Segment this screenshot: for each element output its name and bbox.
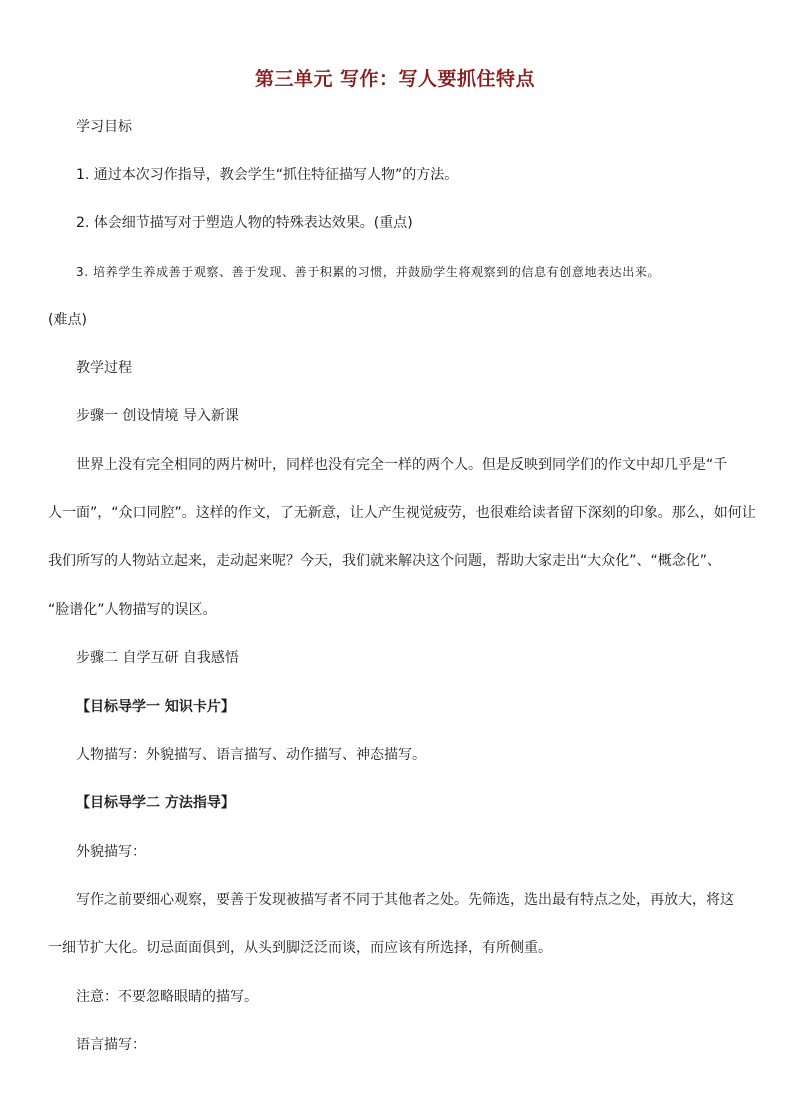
step1-paragraph-line-4: “脸谱化”人物描写的误区。 (48, 602, 217, 618)
appearance-paragraph-line-2: 一细节扩大化。切忌面面俱到，从头到脚泛泛而谈，而应该有所选择，有所侧重。 (48, 940, 552, 956)
objective-item-1: 1. 通过本次习作指导，教会学生“抓住特征描写人物”的方法。 (76, 167, 459, 183)
step1-paragraph-line-3: 我们所写的人物站立起来，走动起来呢？今天，我们就来解决这个问题，帮助大家走出“大众化”、“概念化”、 (48, 553, 722, 569)
appearance-paragraph-line-1: 写作之前要细心观察，要善于发现被描写者不同于其他者之处。先筛选，选出最有特点之处，再放大，将这 (76, 892, 734, 908)
appearance-heading: 外貌描写： (76, 844, 146, 860)
note-text: 注意：不要忽略眼睛的描写。 (76, 989, 258, 1005)
step1-paragraph-line-1: 世界上没有完全相同的两片树叶，同样也没有完全一样的两个人。但是反映到同学们的作文中却几乎是“千 (76, 457, 728, 473)
guide1-heading: 【目标导学一 知识卡片】 (76, 699, 235, 715)
objective-item-3-tail: (难点) (48, 312, 87, 328)
step2-heading: 步骤二 自学互研 自我感悟 (76, 650, 239, 666)
objectives-heading: 学习目标 (76, 119, 132, 135)
objective-item-3: 3. 培养学生养成善于观察、善于发现、善于积累的习惯，并鼓励学生将观察到的信息有创意地表达出来。 (76, 265, 661, 279)
process-heading: 教学过程 (76, 360, 132, 376)
step1-paragraph-line-2: 人一面”，“众口同腔”。这样的作文，了无新意，让人产生视觉疲劳，也很难给读者留下深刻的印象。那么，如何让 (48, 505, 756, 521)
step1-heading: 步骤一 创设情境 导入新课 (76, 408, 239, 424)
guide2-heading: 【目标导学二 方法指导】 (76, 795, 235, 811)
language-heading: 语言描写： (76, 1037, 146, 1053)
document-title: 第三单元 写作：写人要抓住特点 (254, 68, 536, 90)
guide1-text: 人物描写：外貌描写、语言描写、动作描写、神态描写。 (76, 747, 426, 763)
objective-item-2: 2. 体会细节描写对于塑造人物的特殊表达效果。(重点) (76, 215, 413, 231)
